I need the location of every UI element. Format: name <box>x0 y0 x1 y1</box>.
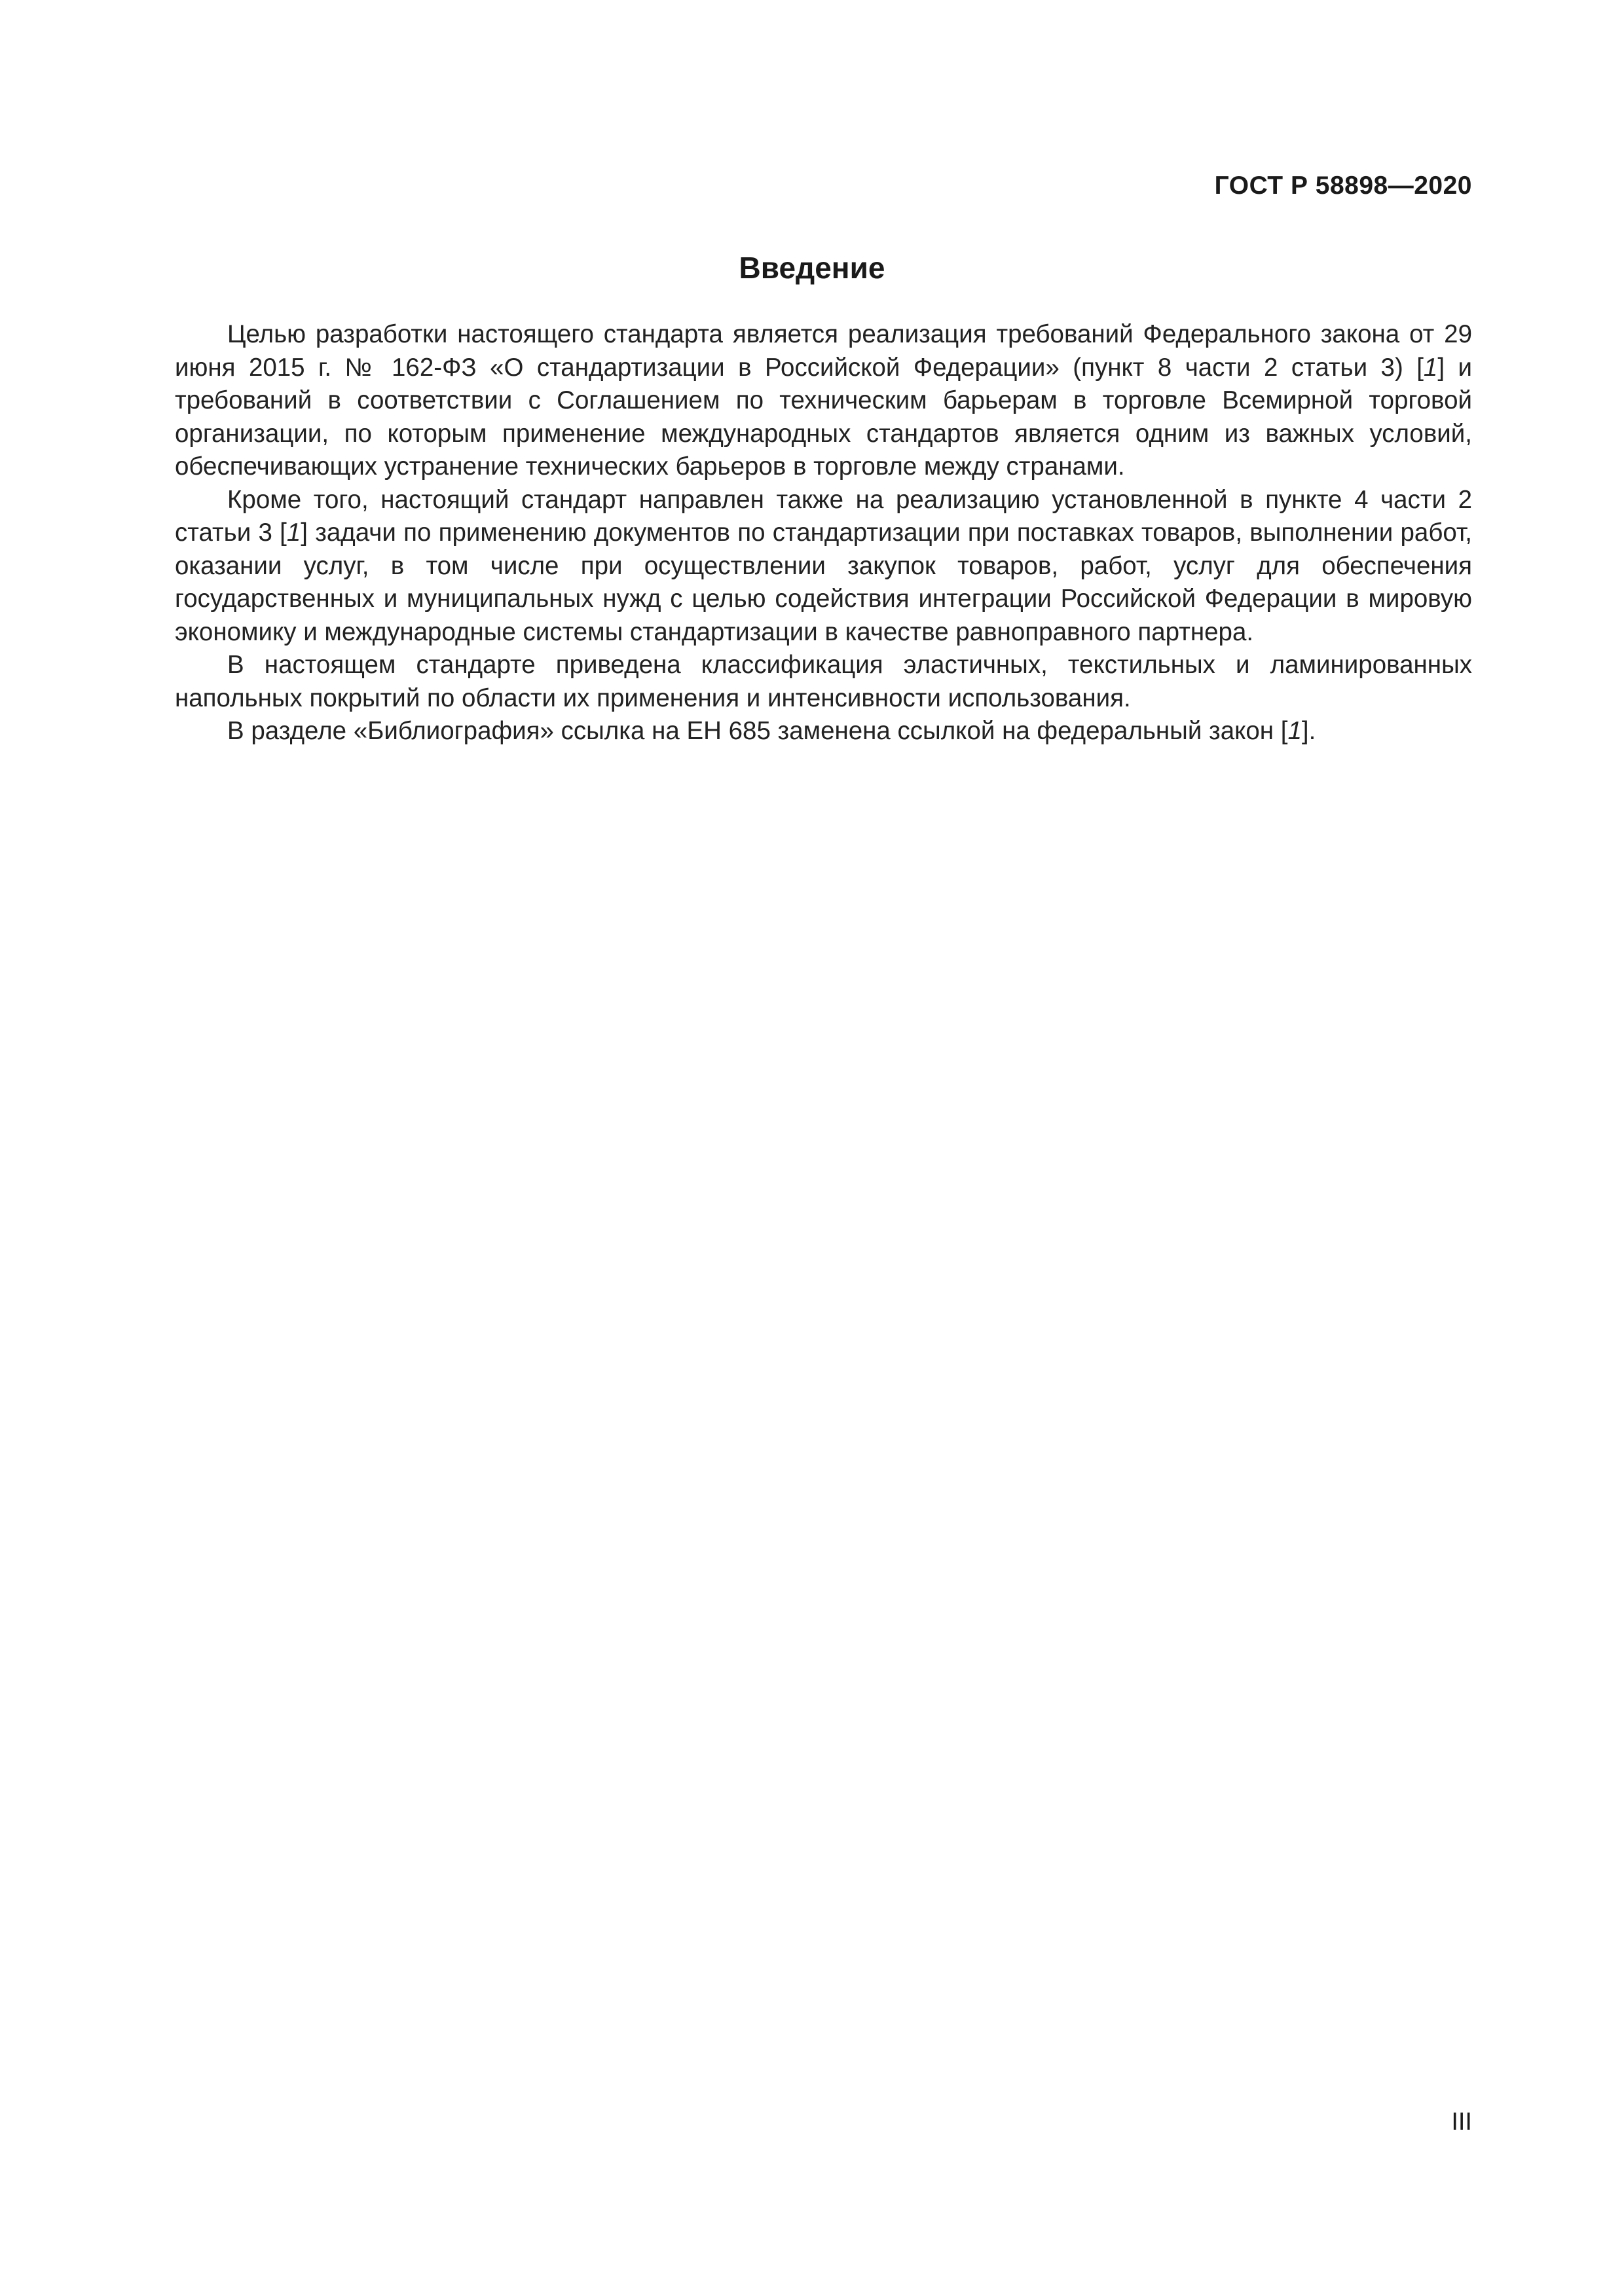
reference-number: 1 <box>1423 353 1438 382</box>
paragraph-classification <box>175 649 1472 715</box>
section-title: Введение <box>739 251 885 285</box>
introduction-body <box>175 318 1472 748</box>
paragraph-text: Кроме того, настоящий стандарт направлен также на реализацию установленной в пункте 4 части 2 статьи 3 [ <box>175 485 1472 547</box>
paragraph-text: ] и требований в соответствии с Соглашением по техническим барьерам в торговле Всемирной торговой организации, по которым применение международных стандартов является одним из важных условий, обеспечивающих устранение технических барьеров в торговле между странами. <box>175 353 1472 481</box>
paragraph-text: Целью разработки настоящего стандарта является реализация требований Федерального закона от 29 июня 2015 г. № 162-ФЗ «О стандартизации в Российской Федерации» (пункт 8 части 2 статьи 3) [ <box>175 320 1472 382</box>
paragraph-text: В настоящем стандарте приведена классификация эластичных, текстильных и ламинированных напольных покрытий по области их применения и интенсивности использования. <box>175 651 1472 712</box>
paragraph-text: ]. <box>1301 717 1316 745</box>
paragraph-additional-goal <box>175 484 1472 649</box>
paragraph-text: В разделе «Библиография» ссылка на ЕН 685 заменена ссылкой на федеральный закон [ <box>227 717 1288 745</box>
paragraph-text: ] задачи по применению документов по стандартизации при поставках товаров, выполнении работ, оказании услуг, в том числе при осуществлении закупок товаров, работ, услуг для обеспечения государственных и муниципальных нужд с целью содействия интеграции Российской Федерации в мировую экономику и международные системы стандартизации в качестве равноправного партнера. <box>175 519 1472 646</box>
reference-number: 1 <box>1287 717 1302 745</box>
reference-number: 1 <box>286 519 301 547</box>
page-number: III <box>1451 2108 1472 2136</box>
standard-code: ГОСТ Р 58898—2020 <box>1214 172 1472 200</box>
paragraph-purpose <box>175 318 1472 484</box>
paragraph-bibliography-note <box>175 715 1472 748</box>
